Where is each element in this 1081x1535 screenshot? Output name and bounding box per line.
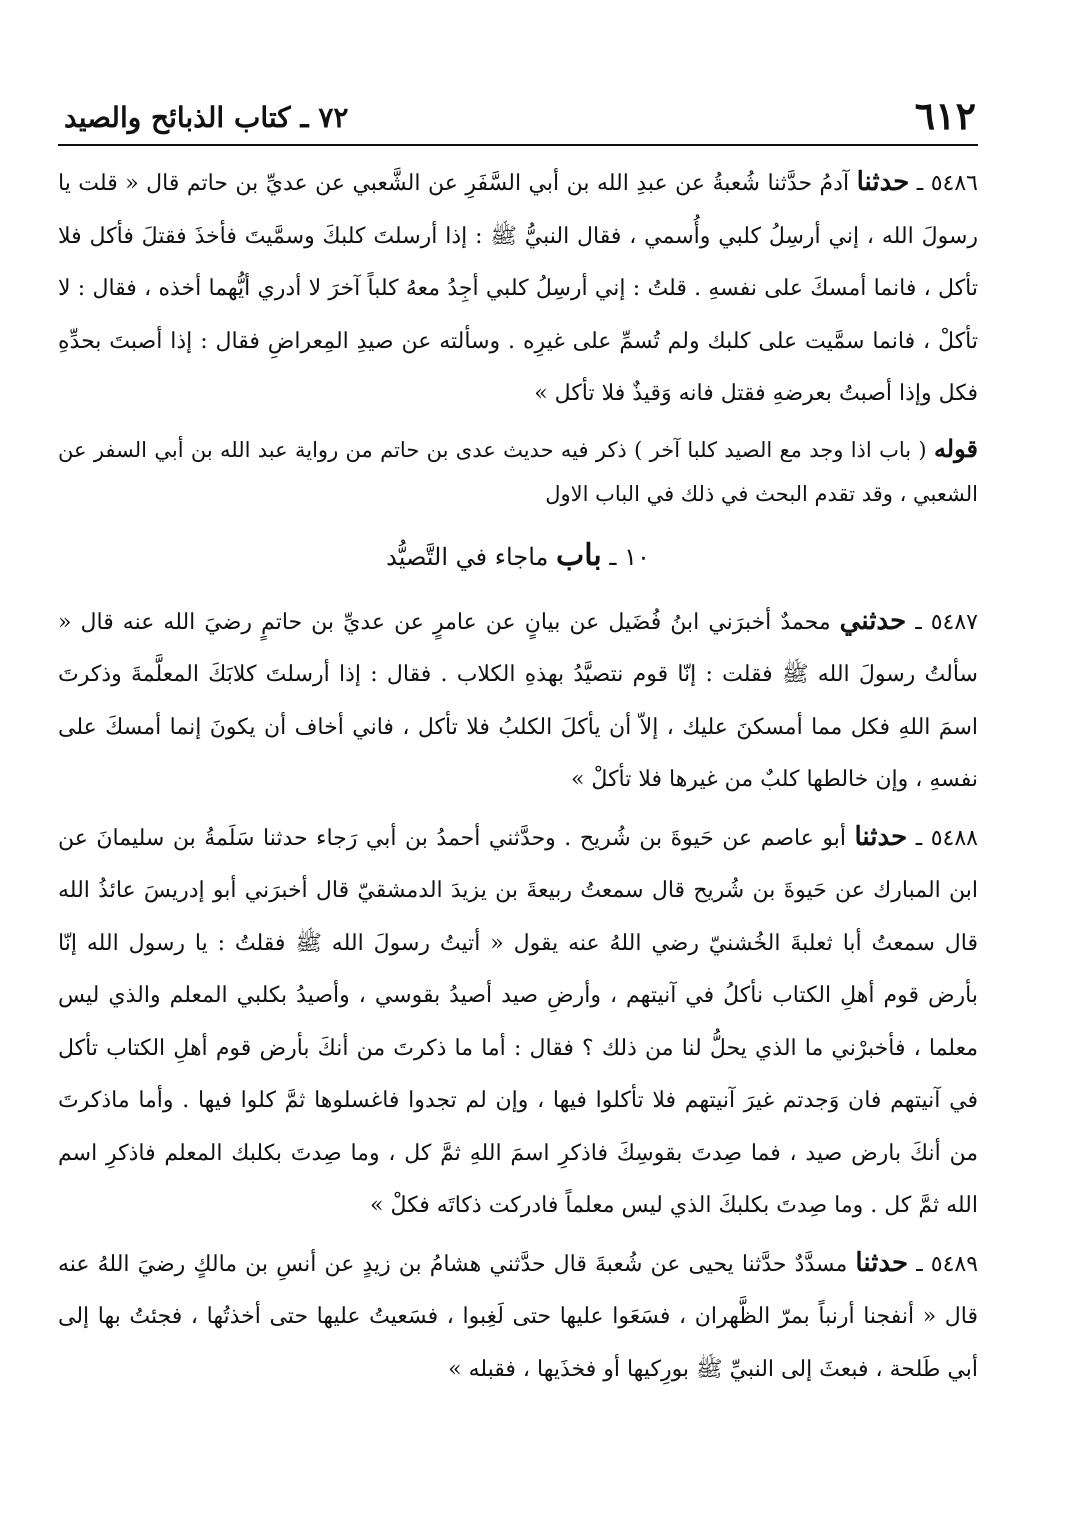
running-title: ٧٢ ـ كتاب الذبائح والصيد <box>64 101 349 134</box>
hadith-number: ٥٤٨٦ <box>930 171 978 196</box>
chapter-number: ١٠ ـ <box>609 542 650 571</box>
hadith-5489: ٥٤٨٩ ـ حدثنا مسدَّدٌ حدَّثنا يحيى عن شُعبةَ قال حدَّثني هشامُ بن زيدٍ عن أنسِ بن مالكٍ رضيَ اللهُ عنه قال « أنفجنا أرنباً بمرّ الظَّهران ، فسَعَوا عليها حتى لَغِبوا ، فسَعيتُ عليها حتى أخذتُها ، فجئتُ بها إلى أبي طَلحة ، فبعثَ إلى النبيِّ ﷺ بورِكيها أو فخذَيها ، فقبله » <box>58 1247 979 1382</box>
hadith-5488: ٥٤٨٨ ـ حدثنا أبو عاصم عن حَيوةَ بن شُريح . وحدَّثني أحمدُ بن أبي رَجاء حدثنا سَلَمةُ بن سليمانَ عن ابن المبارك عن حَيوةَ بن شُريح قال سمعتُ ربيعةَ بن يزيدَ الدمشقيّ قال أخبرَني أبو إدريسَ عائذُ الله قال سمعتُ أبا ثعلبةَ الخُشنيّ رضي اللهُ عنه يقول « أتيتُ رسولَ الله ﷺ فقلتُ : يا رسول الله إنّا بأرض قوم أهلِ الكتاب نأكلُ في آنيتهم ، وأرضِ صيد أصيدُ بقوسي ، وأصيدُ بكلبي المعلم والذي ليس معلما ، فأخبرْني ما الذي يحلُّ لنا من ذلك ؟ فقال : أما ما ذكرتَ من أنكَ بأرض قوم أهلِ الكتاب تأكل في آنيتهم فان وَجدتم غيرَ آنيتهم فلا تأكلوا فيها ، وإن لم تجدوا فاغسلوها ثمَّ كلوا فيها . وأما ماذكرتَ من أنكَ بارض صيد ، فما صِدتَ بقوسِكَ فاذكرِ اسمَ اللهِ ثمَّ كل ، وما صِدتَ بكلبك المعلم فاذكرِ اسم الله ثمَّ كل . وما صِدتَ بكلبكَ الذي ليس معلماً فادركت ذكاتَه فكلْ » <box>58 821 978 1218</box>
hadith-lead-word: حدثنا <box>854 821 908 852</box>
hadith-text: مسدَّدٌ حدَّثنا يحيى عن شُعبةَ قال حدَّثني هشامُ بن زيدٍ عن أنسِ بن مالكٍ رضيَ اللهُ عنه قال « أنفجنا أرنباً بمرّ الظَّهران ، فسَعَوا عليها حتى لَغِبوا ، فسَعيتُ عليها حتى أخذتُها ، فجئتُ بها إلى أبي طَلحة ، فبعثَ إلى النبيِّ ﷺ بورِكيها أو فخذَيها ، فقبله » <box>58 1251 978 1382</box>
hadith-5486: ٥٤٨٦ ـ حدثنا آدمُ حدَّثنا شُعبةُ عن عبدِ الله بن أبي السَّفَرِ عن الشَّعبي عن عديِّ بن حاتم قال « قلت يا رسولَ الله ، إني أرسِلُ كلبي وأُسمي ، فقال النبيُّ ﷺ : إذا أرسلتَ كلبكَ وسمَّيتَ فأخذَ فقتلَ فأكل فلا تأكل ، فانما أمسكَ على نفسهِ . قلتُ : إني أرسِلُ كلبي أجِدُ معهُ كلباً آخرَ لا أدري أيُّهما أخذه ، فقال : لا تأكلْ ، فانما سمَّيت على كلبك ولم تُسمِّ على غيرِه . وسألته عن صيدِ المِعراضِ فقال : إذا أصبتَ بحدِّهِ فكل وإذا أصبتُ بعرضهِ فقتل فانه وَقيذٌ فلا تأكل » <box>58 167 978 406</box>
commentary-paragraph <box>58 427 978 516</box>
chapter-bab-word: باب <box>556 537 602 573</box>
page-header <box>58 92 978 146</box>
book-page <box>58 92 978 1396</box>
chapter-title: ماجاء في التَّصيُّد <box>386 542 549 571</box>
hadith-number: ٥٤٨٧ <box>930 609 978 635</box>
chapter-heading <box>58 520 978 593</box>
hadith-number: ٥٤٨٨ <box>930 825 978 851</box>
hadith-5487: ٥٤٨٧ ـ حدثني محمدٌ أخبرَني ابنُ فُضَيل عن بيانٍ عن عامرٍ عن عديِّ بن حاتمٍ رضيَ الله عنه قال « سألتُ رسولَ الله ﷺ فقلت : إنّا قوم نتصيَّدُ بهذهِ الكلاب . فقال : إذا أرسلتَ كلابَكَ المعلَّمةَ وذكرتَ اسمَ اللهِ فكل مما أمسكنَ عليك ، إلاّ أن يأكلَ الكلبُ فلا تأكل ، فاني أخاف أن يكونَ إنما أمسكَ على نفسهِ ، وإن خالطها كلبٌ من غيرها فلا تأكلْ » <box>58 605 978 792</box>
hadith-lead-word: حدثنا <box>856 167 910 197</box>
hadith-text: آدمُ حدَّثنا شُعبةُ عن عبدِ الله بن أبي السَّفَرِ عن الشَّعبي عن عديِّ بن حاتم قال « قلت يا رسولَ الله ، إني أرسِلُ كلبي وأُسمي ، فقال النبيُّ ﷺ : إذا أرسلتَ كلبكَ وسمَّيتَ فأخذَ فقتلَ فأكل فلا تأكل ، فانما أمسكَ على نفسهِ . قلتُ : إني أرسِلُ كلبي أجِدُ معهُ كلباً آخرَ لا أدري أيُّهما أخذه ، فقال : لا تأكلْ ، فانما سمَّيت على كلبك ولم تُسمِّ على غيرِه . وسألته عن صيدِ المِعراضِ فقال : إذا أصبتَ بحدِّهِ فكل وإذا أصبتُ بعرضهِ فقتل فانه وَقيذٌ فلا تأكل » <box>58 171 978 406</box>
hadith-lead-word: حدثنا <box>855 1247 909 1278</box>
hadith-text: أبو عاصم عن حَيوةَ بن شُريح . وحدَّثني أحمدُ بن أبي رَجاء حدثنا سَلَمةُ بن سليمانَ عن ابن المبارك عن حَيوةَ بن شُريح قال سمعتُ ربيعةَ بن يزيدَ الدمشقيّ قال أخبرَني أبو إدريسَ عائذُ الله قال سمعتُ أبا ثعلبةَ الخُشنيّ رضي اللهُ عنه يقول « أتيتُ رسولَ الله ﷺ فقلتُ : يا رسول الله إنّا بأرض قوم أهلِ الكتاب نأكلُ في آنيتهم ، وأرضِ صيد أصيدُ بقوسي ، وأصيدُ بكلبي المعلم والذي ليس معلما ، فأخبرْني ما الذي يحلُّ لنا من ذلك ؟ فقال : أما ما ذكرتَ من أنكَ بأرض قوم أهلِ الكتاب تأكل في آنيتهم فان وَجدتم غيرَ آنيتهم فلا تأكلوا فيها ، وإن لم تجدوا فاغسلوها ثمَّ كلوا فيها . وأما ماذكرتَ من أنكَ بارض صيد ، فما صِدتَ بقوسِكَ فاذكرِ اسمَ اللهِ ثمَّ كل ، وما صِدتَ بكلبك المعلم فاذكرِ اسم الله ثمَّ كل . وما صِدتَ بكلبكَ الذي ليس معلماً فادركت ذكاتَه فكلْ » <box>58 825 978 1218</box>
commentary-lead-word: قوله <box>933 433 978 463</box>
commentary-text: ( باب اذا وجد مع الصيد كلبا آخر ) ذكر فيه حديث عدى بن حاتم من رواية عبد الله بن أبي السفر عن الشعبي ، وقد تقدم البحث في ذلك في الباب الاول <box>58 437 978 506</box>
page-number: ٦١٢ <box>914 93 976 138</box>
page-content <box>58 156 978 1396</box>
hadith-lead-word: حدثني <box>839 605 907 636</box>
hadith-number: ٥٤٨٩ <box>930 1251 979 1277</box>
hadith-text: محمدٌ أخبرَني ابنُ فُضَيل عن بيانٍ عن عامرٍ عن عديِّ بن حاتمٍ رضيَ الله عنه قال « سألتُ رسولَ الله ﷺ فقلت : إنّا قوم نتصيَّدُ بهذهِ الكلاب . فقال : إذا أرسلتَ كلابَكَ المعلَّمةَ وذكرتَ اسمَ اللهِ فكل مما أمسكنَ عليك ، إلاّ أن يأكلَ الكلبُ فلا تأكل ، فاني أخاف أن يكونَ إنما أمسكَ على نفسهِ ، وإن خالطها كلبٌ من غيرها فلا تأكلْ » <box>58 609 978 792</box>
